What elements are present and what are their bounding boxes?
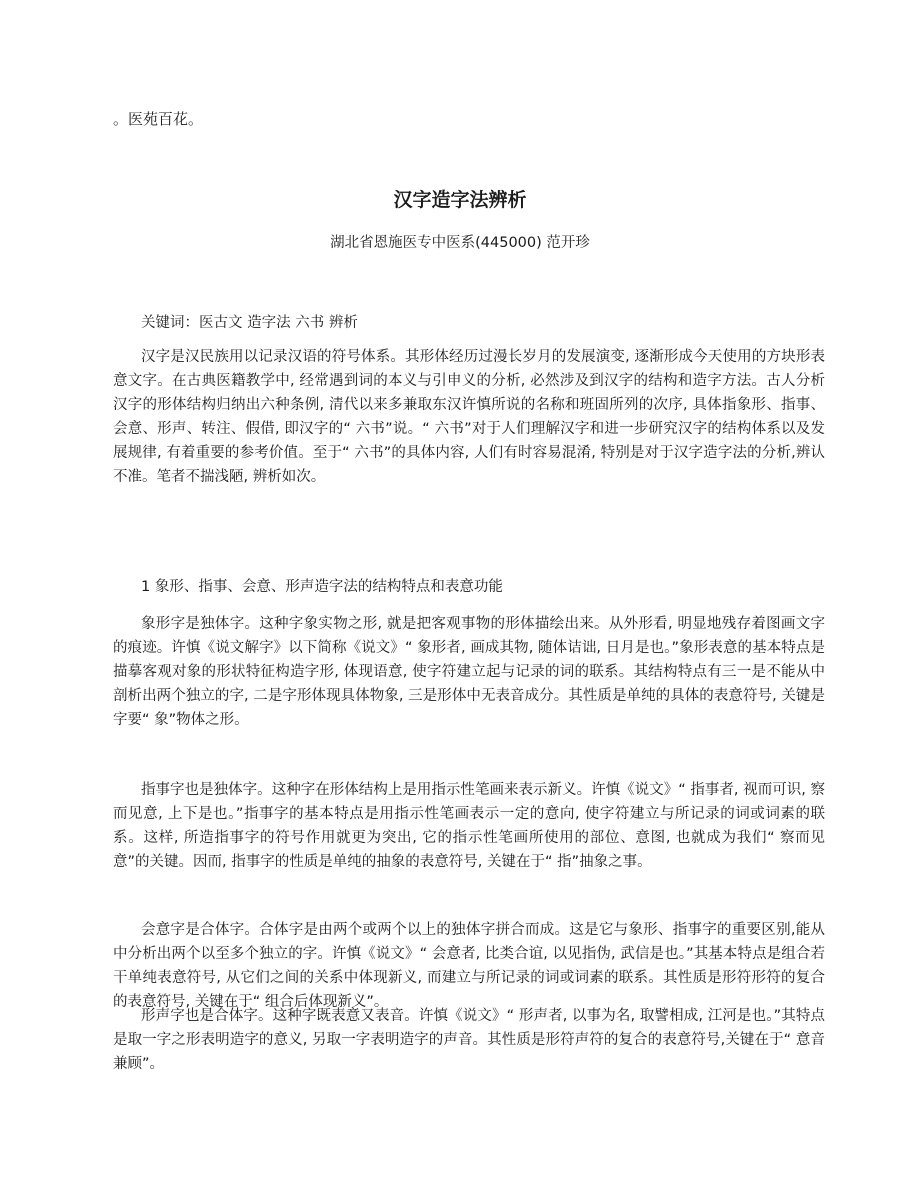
article-title: 汉字造字法辨析	[393, 189, 527, 211]
paragraph-ideograph: 会意字是合体字。合体字是由两个或两个以上的独体字拼合而成。这是它与象形、指事字的重要区别,能从中分析出两个以至多个独立的字。许慎《说文》“ 会意者, 比类合谊, 以见指伪, 武信是也。”其基本特点是组合若干单纯表意符号, 从它们之间的关系中体现新义, 而建立与所记录的词或词素的联系。其性质是形符形符的复合的表意符号, 关键在于“ 组合后体现新义”。	[113, 922, 825, 1010]
author-affiliation: 湖北省恩施医专中医系(445000) 范开珍	[330, 235, 590, 251]
paragraph-indicative: 指事字也是独体字。这种字在形体结构上是用指示性笔画来表示新义。许慎《说文》“ 指事者, 视而可识, 察而见意, 上下是也。”指事字的基本特点是用指示性笔画表示一定的意向, 使字符建立与所记录的词或词素的联系。这样, 所造指事字的符号作用就更为突出, 它的指示性笔画所使用的部位、意图, 也就成为我们“ 察而见意”的关键。因而, 指事字的性质是单纯的抽象的表意符号, 关键在于“ 指”抽象之事。	[113, 782, 825, 870]
intro-paragraph: 汉字是汉民族用以记录汉语的符号体系。其形体经历过漫长岁月的发展演变, 逐渐形成今天使用的方块形表意文字。在古典医籍教学中, 经常遇到词的本义与引申义的分析, 必然涉及到汉字的结构和造字方法。古人分析汉字的形体结构归纳出六种条例, 清代以来多兼取东汉许慎所说的名称和班固所列的次序, 具体指象形、指事、会意、形声、转注、假借, 即汉字的“ 六书”说。“ 六书”对于人们理解汉字和进一步研究汉字的结构体系以及发展规律, 有着重要的参考价值。至于“ 六书”的具体内容, 人们有时容易混淆, 特别是对于汉字造字法的分析,辨认不准。笔者不揣浅陋, 辨析如次。	[113, 349, 825, 485]
section-heading: 1 象形、指事、会意、形声造字法的结构特点和表意功能	[141, 579, 503, 595]
paragraph-phonosemantic: 形声字也是合体字。这种字既表意又表音。许慎《说文》“ 形声者, 以事为名, 取譬相成, 江河是也。”其特点是取一字之形表明造字的意义, 另取一字表明造字的声音。其性质是形符声符的复合的表意符号,关键在于“ 意音兼顾”。	[113, 1008, 825, 1072]
column-header-note: 。医苑百花。	[113, 110, 204, 128]
paragraph-pictograph: 象形字是独体字。这种字象实物之形, 就是把客观事物的形体描绘出来。从外形看, 明显地残存着图画文字的痕迹。许慎《说文解字》以下简称《说文》“ 象形者, 画成其物, 随体诘诎, 日月是也。”象形表意的基本特点是描摹客观对象的形状特征构造字形, 体现语意, 使字符建立起与记录的词的联系。其结构特点有三一是不能从中剖析出两个独立的字, 二是字形体现具体物象, 三是形体中无表音成分。其性质是单纯的具体的表意符号, 关键是字要“ 象”物体之形。	[113, 616, 825, 728]
keywords-line: 关键词：医古文 造字法 六书 辨析	[141, 315, 358, 331]
